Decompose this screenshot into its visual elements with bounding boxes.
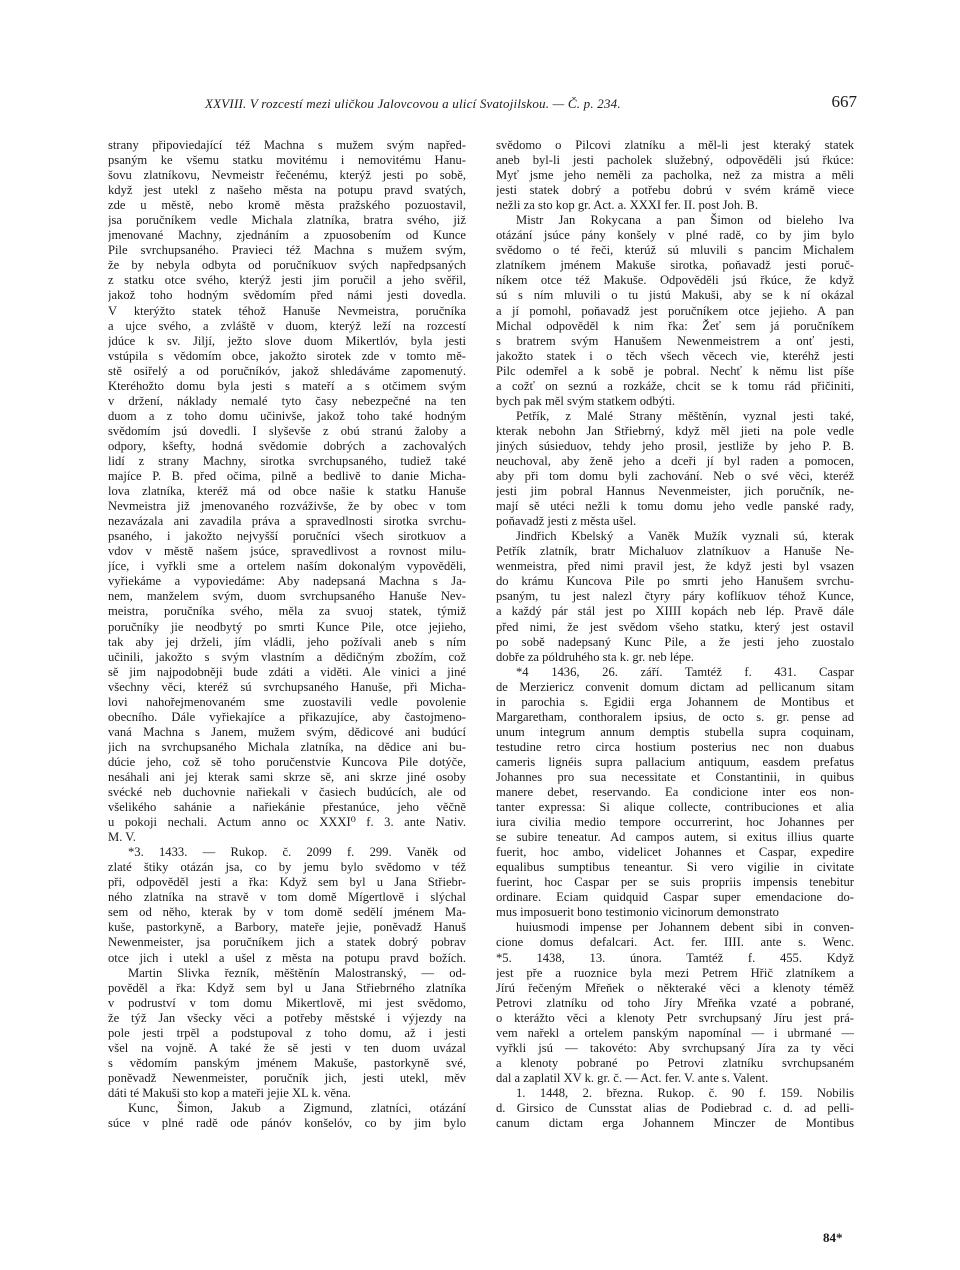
text-line: testudine retro circa hostium posterius nec non duabus — [496, 739, 854, 754]
text-line: níkem otce též Makuše. Odpověděli jsú řkúce, že když — [496, 273, 854, 288]
text-line: jdúce k sv. Jiljí, ježto slove duom Mikertlóv, byla jesti — [108, 333, 466, 348]
text-line: všelikého sahánie a nařiekánie přestanúce, jeho věčně — [108, 800, 466, 815]
text-line: neuchoval, aby ženě jeho a dceři jí byl raden a pomocen, — [496, 453, 854, 468]
text-line: sem od něho, kterak by v tom domě sedělí jménem Ma- — [108, 905, 466, 920]
text-line: při, odpověděl jesti a řka: Když sem byl u Jana Střiebr- — [108, 875, 466, 890]
text-line: dobře za póldruhého sta k. gr. neb lépe. — [496, 649, 694, 664]
printer-signature-mark: 84* — [823, 1230, 843, 1245]
text-line: *4 1436, 26. září. Tamtéž f. 431. Caspar — [516, 664, 854, 679]
text-line: fuerit, hoc ambo, videlicet Johannes et Caspar, expedire — [496, 845, 854, 860]
text-line: Margaretham, conthoralem ipsius, de octo s. gr. pense ad — [496, 709, 854, 724]
text-line: Petřík zlatník, bratr Michaluov zlatníkuov a Hanuše Ne- — [496, 544, 854, 559]
text-line: dáti té Makuši sto kop a mateři jejie XL k. věna. — [108, 1085, 351, 1100]
text-line: fuerint, hoc Caspar per se suis propriis impensis tenebitur — [496, 875, 854, 890]
text-line: lovi nahořejmenovaném sme zuostavili vedle povolenie — [108, 694, 466, 709]
text-line: majíce P. B. před očima, pilně a bedlivě to danie Micha- — [108, 469, 466, 484]
text-line: pole jesti trpěl a podstupoval z toho domu, až i jesti — [108, 1025, 466, 1040]
page-header — [205, 92, 857, 122]
text-line: že by nebyla odbyta od poručníkuov svých napředpsaných — [108, 258, 466, 273]
text-line: se subire teneatur. Ad campos autem, si exitus illius quarte — [496, 830, 854, 845]
text-line: lova zlatníka, kteréž má od obce našie k statku Hanuše — [108, 484, 466, 499]
text-line: iura civilia medio tempore occurrerint, hoc Johannes per — [496, 815, 854, 830]
text-line: dúcie jeho, což sě toho poručenstvie Kuncova Pile dotýče, — [108, 754, 466, 769]
text-line: poňavadž jesti z města ušel. — [496, 514, 637, 529]
text-line: odpory, kšefty, hodná svědomie dobrých a zachovalých — [108, 438, 466, 453]
text-line: pověděl a řka: Když sem byl u Jana Střiebrného zlatníka — [108, 980, 466, 995]
text-line: d. Girsico de Cunsstat alias de Podiebrad c. d. ad pelli- — [496, 1101, 854, 1115]
text-line: vstúpila s vědomím obce, jakožto sirotek zde v tomto mě- — [108, 348, 466, 363]
text-line: Pilc odemřel a k sobě je pobral. Nechť k němu list píše — [496, 363, 854, 378]
text-line: Pile svrchupsaného. Pravieci též Machna s mužem svým, — [108, 243, 466, 258]
text-line: 1. 1448, 2. března. Rukop. č. 90 f. 159. Nobilis — [516, 1085, 854, 1100]
text-line: strany připoviedající též Machna s mužem svým napřed- — [108, 138, 466, 152]
text-line: tak aby jej drželi, jím vládli, jeho požívali aneb s ním — [108, 634, 466, 649]
text-line: jest pře a ruoznice byla mezi Petrem Hřič zlatníkem a — [496, 965, 854, 980]
text-line: kuše, pastorkyně, a Barbory, mateře jejie, poněvadž Hanuš — [108, 920, 466, 935]
text-line: vem nařekl a ortelem panským napomínal — i ubrmané — — [496, 1025, 854, 1040]
text-line: ordinare. Eciam quidquid Caspar super emendacione do- — [496, 890, 854, 905]
text-line: když jest utekl z našeho města na potupu pravd svatých, — [108, 183, 466, 198]
text-line: wenmeistra, před nimi pravil jest, že když jesti byl vsazen — [496, 559, 854, 574]
text-line: psaným, tu jest nalezl čtyry páry koflíkuov téhož Kunce, — [496, 589, 854, 604]
text-line: zlaté štiky otázán jsa, co by jemu bylo svědomo v též — [108, 860, 466, 875]
page-number: 667 — [831, 92, 857, 111]
text-line: všechny věci, kteréž sú svrchupsaného Hanuše, při Micha- — [108, 679, 466, 694]
text-line: stě osiřelý a od poručníkóv, jakož shledáváme zapomenutý. — [108, 363, 466, 378]
text-line: canum dictam erga Johannem Minczer de Montibus — [496, 1116, 854, 1131]
text-line: Jírú řečeným Mřeňek o některaké věci a klenoty téměž — [496, 980, 854, 995]
text-line: de Merziericz convenit domum dictam ad pellicanum sitam — [496, 679, 854, 694]
text-line: sú s ním mluvili o tu jistú Makuši, aby se k ní okázal — [496, 288, 854, 303]
text-line: súce v plné radě ode pánóv konšelóv, co by jim bylo — [108, 1116, 466, 1131]
text-line: vyřiekáme a vypoviedáme: Aby nadepsaná Machna s Ja- — [108, 574, 466, 589]
text-line: otce jich i utekl a ušel z města na potupu pravd božích. — [108, 950, 466, 965]
text-line: nesáhali ani jej kterak sami skrze sě, ani skrze jiné osoby — [108, 769, 466, 784]
text-line: jich na svrchupsaného Michala zlatníka, na dědice ani bu- — [108, 739, 466, 754]
text-line: Petřík, z Malé Strany měštěnín, vyznal jesti také, — [516, 408, 854, 423]
text-line: všel na vojně. A také že sě jesti v ten duom uvázal — [108, 1040, 466, 1055]
text-line: učinili, jakožto s svým vlastním a dědičným zbožím, což — [108, 649, 466, 664]
text-line: svědomo o té řeči, kterúž sú mluvili s pancim Michalem — [496, 243, 854, 258]
text-line: jesti statek dobrý a potřebu dobrú v svém krámě viece — [496, 183, 854, 198]
text-line: jíce, i vyřkli sme a ortelem naším dokonalým vypověděli, — [108, 559, 466, 574]
text-line: vyřkli jsú — takovéto: Aby svrchupsaný Jíra za ty věci — [496, 1040, 854, 1055]
text-line: po sobě nadepsaný Kunc Pile, a že jesti jeho zuostalo — [496, 634, 854, 649]
text-line: M. V. — [108, 830, 136, 845]
text-line: a klenoty pobrané po Petrovi zlatníku svrchupsaném — [496, 1055, 854, 1070]
text-line: svědomím jsú dovedli. I slyševše z obú stranú žaloby a — [108, 423, 466, 438]
text-line: vaná Machna s Janem, mužem svým, dědicové ani budúcí — [108, 724, 466, 739]
text-line: psaného, i jakožto nejvyšší poručníci všech sirotkuov a — [108, 529, 466, 544]
text-line: dal a zaplatil XV k. gr. č. — Act. fer. V. ante s. Valent. — [496, 1070, 769, 1085]
text-line: a cožť on seznú a rozkáže, chcit se k tomu rád přičiniti, — [496, 378, 854, 393]
left-text-column — [108, 138, 466, 1131]
text-line: tanter expressa: Si alique collecte, contribuciones et alia — [496, 800, 854, 815]
text-line: mus imposuerit bono testimonio vicinorum demonstrato — [496, 905, 779, 920]
text-line: *3. 1433. — Rukop. č. 2099 f. 299. Vaněk od — [128, 845, 466, 860]
text-line: zlatníkem jménem Makuše sirotka, poňavadž jesti poruč- — [496, 258, 854, 273]
text-line: obecního. Dále vyřiekajíce a přikazujíce, aby častojmeno- — [108, 709, 466, 724]
right-text-column — [496, 138, 854, 1131]
text-line: že týž Jan všecky věci a potřeby městské i výjezdy na — [108, 1010, 466, 1025]
text-line: v držení, náklady nemalé tyto časy nebezpečné na ten — [108, 393, 466, 408]
text-line: bych pak měl svým statkem odbýti. — [496, 393, 676, 408]
text-line: šovu zlatníkovu, Nevmeistr řečenému, kterýž jesti po sobě, — [108, 168, 466, 183]
text-line: jsa poručníkem vedle Michala zlatníka, bratra svého, již — [108, 213, 466, 228]
text-line: zde u městě, nebo kromě města pražského pozuostavil, — [108, 198, 466, 213]
text-line: duom a z toho domu učinivše, jakož toho také hodným — [108, 408, 466, 423]
text-line: aneb byl-li jesti pacholek služebný, odpověděli jsú řkúce: — [496, 153, 854, 168]
text-line: o kterážto věci a klenoty Petr svrchupsaný Jíru jest prá- — [496, 1010, 854, 1025]
text-line: Michal odpověděl k nim řka: Žeť sem já poručníkem — [496, 318, 854, 333]
text-line: svědomo o Pilcovi zlatníku a měl-li jest kteraký statek — [496, 138, 854, 152]
text-line: jakožto statek i o těch všech věcech vie, kteréhž jesti — [496, 348, 854, 363]
running-title: XXVIII. V rozcestí mezi uličkou Jalovcovou a ulicí Svatojilskou. — Č. p. 234. — [205, 96, 621, 111]
text-line: Myť jsme jeho neměli za pacholka, než za mistra a měli — [496, 168, 854, 183]
text-line: Martin Slivka řezník, měštěnín Malostranský, — od- — [128, 965, 466, 980]
text-line: Kunc, Šimon, Jakub a Zigmund, zlatníci, otázání — [128, 1101, 466, 1115]
text-line: před nimi, že jest svědom všeho statku, který jest ostavil — [496, 619, 854, 634]
text-line: cameris lignéis supra pallacium antiquum, easdem prefatus — [496, 754, 854, 769]
text-line: z statku otce svého, kterýž jesti jim poručil a jeho svěřil, — [108, 273, 466, 288]
text-line: poručníky jie neodbytý po smrti Kunce Pile, otce jejieho, — [108, 619, 466, 634]
text-line: equalibus sumptibus teneantur. Si vero vigilie in civitate — [496, 860, 854, 875]
text-line: svécké neb duchovnie nařiekali v časiech budúcích, ale od — [108, 785, 466, 800]
text-line: cione domus defalcari. Act. fer. IIII. ante s. Wenc. — [496, 935, 854, 950]
text-line: *5. 1438, 13. února. Tamtéž f. 455. Když — [496, 950, 854, 965]
text-line: jiných súsieduov, tehdy jeho prosil, jestliže by jeho P. B. — [496, 438, 854, 453]
text-line: unum integrum annum demptis stubella supra coquinam, — [496, 724, 854, 739]
text-line: a ujce svého, a zvláště v duom, kterýž leží na rozcestí — [108, 318, 466, 333]
text-line: lidí z strany Machny, sirotka svrchupsaného, tudiež také — [108, 453, 466, 468]
text-line: s bratrem svým Hanušem Newenmeistrem a onť jesti, — [496, 333, 854, 348]
text-line: Petrovi zlatníku od toho Jíry Mřeňka vzaté a pobrané, — [496, 995, 854, 1010]
text-line: jakož toho hodným svědomím před námi jesti dovedla. — [108, 288, 466, 303]
text-line: huiusmodi impense per Johannem debent sibi in conven- — [516, 920, 854, 935]
text-line: v podruství v tom domu Mikertlově, mi jest svědomo, — [108, 995, 466, 1010]
text-line: Nevmeistra již jmenovaného rozváživše, že by obec v tom — [108, 499, 466, 514]
text-line: psaným ke všemu statku movitému i nemovitému Hanu- — [108, 153, 466, 168]
text-line: Mistr Jan Rokycana a pan Šimon od bieleho lva — [516, 213, 854, 228]
text-line: manere debet, reservando. Ea condicione inter eos non- — [496, 785, 854, 800]
text-line: u pokoji nechali. Actum anno oc XXXI⁰ f. 3. ante Nativ. — [108, 815, 466, 830]
text-line: Johannes pro sua necessitate et Constantinii, in quibus — [496, 769, 854, 784]
text-line: Newenmeister, jsa poručníkem jich a statek dobrý pobrav — [108, 935, 466, 950]
text-line: sě jim najpodobněji bude zdáti a viděti. Ale vinici a jiné — [108, 664, 466, 679]
text-line: nem, manželem svým, duom svrchupsaného Hanuše Nev- — [108, 589, 466, 604]
text-line: mají sě utéci nežli k tomu domu jeho vedle panské rady, — [496, 499, 854, 514]
text-line: a každý pár stál jest po XIIII kopách neb lép. Pravě dále — [496, 604, 854, 619]
text-line: ného zlatníka na stravě v tom domě Mígertlově i slýchal — [108, 890, 466, 905]
text-line: otázání jsúce pány konšely v plné radě, co by jim bylo — [496, 228, 854, 243]
text-line: nezavázala ani zavadila práva a spravedlnosti sirotka svrchu- — [108, 514, 466, 529]
text-line: poněvadž Newenmeister, poručník jich, jesti utekl, měv — [108, 1070, 466, 1085]
text-line: Kteréhožto domu byla jesti s mateří a s otčimem svým — [108, 378, 466, 393]
text-line: nežli za sto kop gr. Act. a. XXXI fer. II. post Joh. B. — [496, 198, 758, 213]
text-line: V kterýžto statek téhož Hanuše Nevmeistra, poručníka — [108, 303, 466, 318]
text-line: in parochia s. Egidii erga Johannem de Montibus et — [496, 694, 854, 709]
text-line: s vědomím panským jménem Makuše, pastorkyně své, — [108, 1055, 466, 1070]
text-line: vdov v městě našem jsúce, spravedlivost a rovnost milu- — [108, 544, 466, 559]
text-line: jmenované Machny, zjednáním a zpuosobením od Kunce — [108, 228, 466, 243]
text-line: aby při tom domu byli zachování. Neb o své věci, kteréž — [496, 469, 854, 484]
text-line: jesti jim pobral Hannus Nevenmeister, jich poručník, ne- — [496, 484, 854, 499]
text-line: Jindřich Kbelský a Vaněk Mužík vyznali sú, kterak — [516, 529, 854, 544]
text-line: kterak nebohn Jan Střiebrný, když měl jieti na pole vedle — [496, 423, 854, 438]
text-line: do krámu Kuncova Pile po smrti jeho Hanušem svrchu- — [496, 574, 854, 589]
text-line: a jí pomohl, poňavadž jest poručníkem otce jejieho. A pan — [496, 303, 854, 318]
text-line: meistra, poručníka svého, měla za svuoj statek, týmiž — [108, 604, 466, 619]
